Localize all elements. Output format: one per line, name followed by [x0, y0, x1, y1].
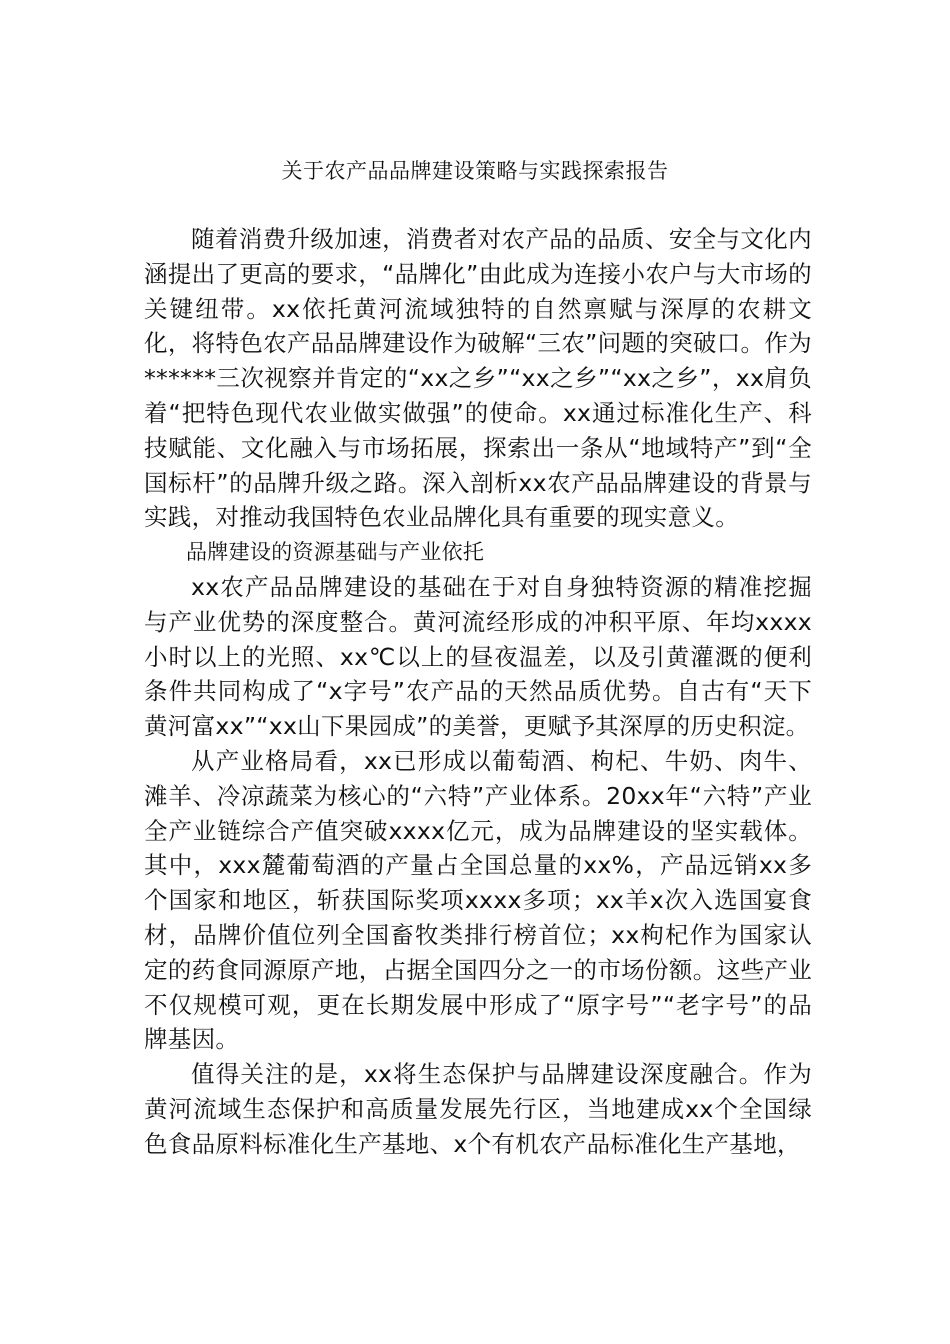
- section-paragraph-2: 从产业格局看，xx已形成以葡萄酒、枸杞、牛奶、肉牛、滩羊、冷凉蔬菜为核心的“六特”产业体系。20xx年“六特”产业全产业链综合产值突破xxxx亿元，成为品牌建设的坚实载体。其中，xxx麓葡萄酒的产量占全国总量的xx%，产品远销xx多个国家和地区，斩获国际奖项xxxx多项；xx羊x次入选国宴食材，品牌价值位列全国畜牧类排行榜首位；xx枸杞作为国家认定的药食同源原产地，占据全国四分之一的市场份额。这些产业不仅规模可观，更在长期发展中形成了“原字号”“老字号”的品牌基因。: [144, 746, 812, 1054]
- section-paragraph-3: 值得关注的是，xx将生态保护与品牌建设深度融合。作为黄河流域生态保护和高质量发展先行区，当地建成xx个全国绿色食品原料标准化生产基地、x个有机农产品标准化生产基地，: [144, 1060, 812, 1158]
- section-paragraph-1: xx农产品品牌建设的基础在于对自身独特资源的精准挖掘与产业优势的深度整合。黄河流经形成的冲积平原、年均xxxx小时以上的光照、xx℃以上的昼夜温差，以及引黄灌溉的便利条件共同构成了“x字号”农产品的天然品质优势。自古有“天下黄河富xx”“xx山下果园成”的美誉，更赋予其深厚的历史积淀。: [144, 572, 812, 741]
- document-title: 关于农产品品牌建设策略与实践探索报告: [281, 159, 669, 183]
- section-heading: 品牌建设的资源基础与产业依托: [186, 540, 485, 565]
- intro-paragraph: 随着消费升级加速，消费者对农产品的品质、安全与文化内涵提出了更高的要求，“品牌化”由此成为连接小农户与大市场的关键纽带。xx依托黄河流域独特的自然禀赋与深厚的农耕文化，将特色农产品品牌建设作为破解“三农”问题的突破口。作为******三次视察并肯定的“xx之乡”“xx之乡”“xx之乡”，xx肩负着“把特色现代农业做实做强”的使命。xx通过标准化生产、科技赋能、文化融入与市场拓展，探索出一条从“地域特产”到“全国标杆”的品牌升级之路。深入剖析xx农产品品牌建设的背景与实践，对推动我国特色农业品牌化具有重要的现实意义。: [144, 225, 812, 532]
- document-body: [144, 222, 812, 1162]
